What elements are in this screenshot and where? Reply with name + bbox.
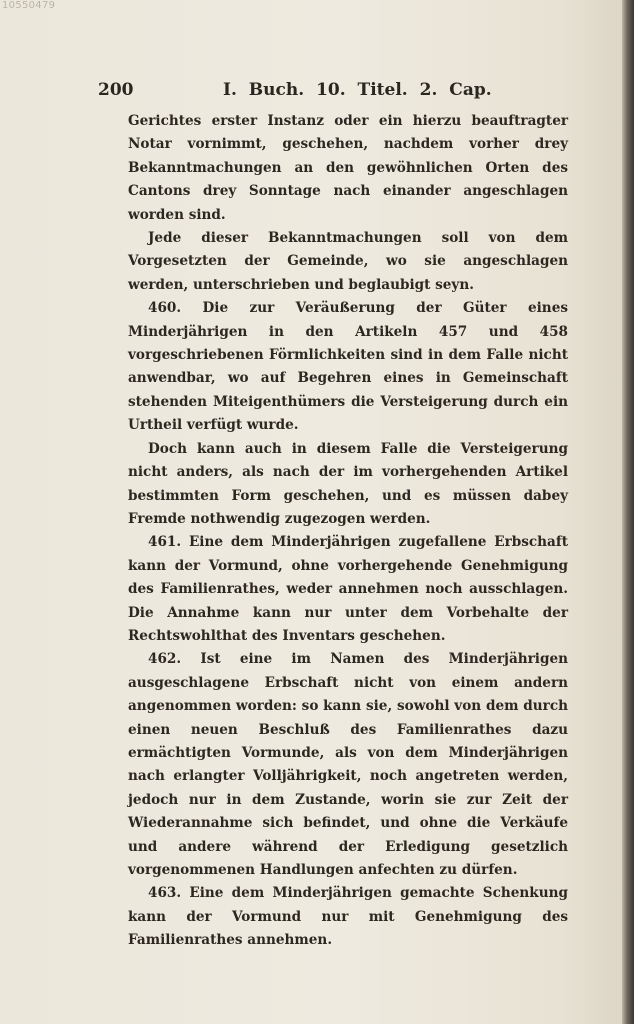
paragraph-continuation: Gerichtes erster Instanz oder ein hierzu beauftragter Notar vornimmt, geschehen, nachdem vorher drey Bekanntmachungen an den gewöhnlichen Orten des Cantons drey Sonntage nach einander angeschlagen worden sind. <box>128 113 568 223</box>
article-460: 460. Die zur Veräußerung der Güter eines Minderjährigen in den Artikeln 457 und 458 vorgeschriebenen Förmlichkeiten sind in dem Falle nicht anwendbar, wo auf Begehren eines in Gemeinschaft stehenden Miteigenthümers die Versteigerung durch ein Urtheil verfügt wurde. <box>128 300 568 434</box>
page-body <box>128 110 568 953</box>
article-461: 461. Eine dem Minderjährigen zugefallene Erbschaft kann der Vormund, ohne vorhergehende Genehmigung des Familienrathes, weder annehmen noch ausschlagen. Die Annahme kann nur unter dem Vorbehalte der Rechtswohlthat des Inventars geschehen. <box>128 534 568 644</box>
article-462: 462. Ist eine im Namen des Minderjährigen ausgeschlagene Erbschaft nicht von einem andern angenommen worden: so kann sie, sowohl von dem durch einen neuen Beschluß des Familienrathes dazu ermächtigten Vormunde, als von dem Minderjährigen nach erlangter Volljährigkeit, noch angetreten werden, jedoch nur in dem Zustande, worin sie zur Zeit der Wiederannahme sich befindet, und ohne die Verkäufe und andere während der Erledigung gesetzlich vorgenommenen Handlungen anfechten zu dürfen. <box>128 651 568 878</box>
article-463: 463. Eine dem Minderjährigen gemachte Schenkung kann der Vormund nur mit Genehmigung des Familienrathes annehmen. <box>128 885 568 949</box>
page-header <box>98 80 568 106</box>
scan-id-label: 10550479 <box>2 0 56 11</box>
paragraph: Doch kann auch in diesem Falle die Versteigerung nicht anders, als nach der im vorhergehenden Artikel bestimmten Form geschehen, und es müssen dabey Fremde nothwendig zugezogen werden. <box>128 440 568 527</box>
page-edge-shadow <box>622 0 634 1024</box>
page-number: 200 <box>98 80 134 100</box>
paragraph: Jede dieser Bekanntmachungen soll von dem Vorgesetzten der Gemeinde, wo sie angeschlagen werden, unterschrieben und beglaubigt seyn. <box>128 230 568 293</box>
running-head: I. Buch. 10. Titel. 2. Cap. <box>223 80 492 100</box>
